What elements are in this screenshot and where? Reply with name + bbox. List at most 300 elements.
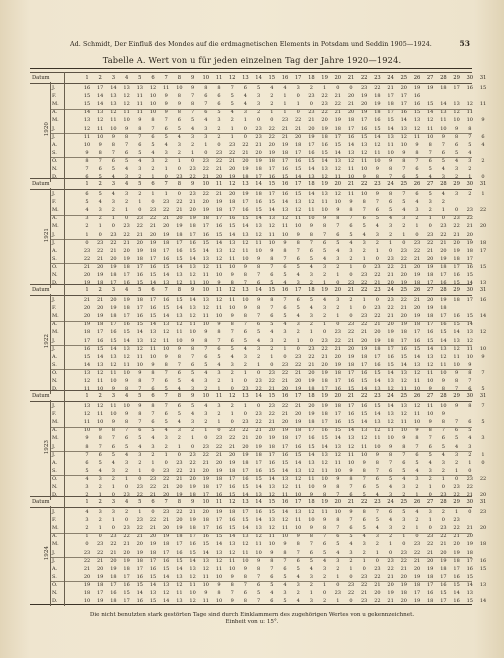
table-cell: 13: [83, 117, 91, 124]
table-cell: 4: [309, 305, 313, 312]
table-cell: 12: [229, 247, 236, 254]
table-cell: 9: [164, 101, 168, 108]
table-cell: 15: [242, 215, 249, 222]
table-cell: 8: [85, 157, 89, 164]
table-cell: 21: [123, 541, 130, 548]
table-cell: 17: [361, 361, 368, 368]
table-row: [30, 345, 487, 354]
table-cell: 6: [217, 345, 221, 352]
month-label: M.: [52, 313, 59, 320]
table-cell: 10: [427, 133, 434, 140]
table-cell: 2: [151, 451, 155, 458]
table-cell: 5: [428, 451, 432, 458]
table-cell: 15: [83, 93, 91, 100]
table-cell: 20: [400, 85, 407, 91]
table-cell: 17: [189, 231, 196, 238]
day-header: 19: [321, 287, 328, 293]
table-cell: 14: [374, 411, 381, 418]
table-cell: 5: [177, 125, 181, 132]
table-cell: 22: [400, 297, 407, 303]
table-cell: 12: [163, 329, 170, 336]
table-cell: 18: [334, 369, 341, 376]
table-cell: 22: [110, 239, 117, 246]
table-cell: 10: [202, 321, 209, 328]
table-cell: 17: [347, 403, 355, 409]
table-cell: 20: [189, 475, 196, 482]
table-cell: 12: [347, 157, 355, 164]
table-cell: 1: [217, 419, 221, 426]
table-cell: 22: [149, 215, 157, 222]
table-cell: 21: [189, 509, 196, 515]
table-cell: 0: [125, 517, 129, 524]
table-cell: 20: [97, 565, 104, 572]
table-cell: 3: [111, 509, 115, 515]
table-cell: 9: [349, 199, 353, 206]
table-cell: 8: [323, 492, 327, 499]
table-cell: 18: [281, 435, 289, 442]
table-cell: 14: [387, 369, 394, 376]
table-cell: 21: [242, 149, 249, 156]
table-cell: 19: [215, 509, 223, 515]
table-cell: 21: [413, 297, 421, 303]
day-header: 11: [215, 393, 223, 399]
table-cell: 22: [255, 419, 262, 426]
table-cell: 8: [270, 297, 274, 303]
table-cell: 20: [347, 345, 355, 352]
table-cell: 10: [83, 141, 91, 148]
table-cell: 7: [164, 369, 168, 376]
table-cell: 17: [295, 435, 302, 442]
table-cell: 13: [308, 459, 315, 466]
day-header: 21: [347, 287, 355, 293]
table-cell: 3: [125, 174, 129, 181]
day-header: 26: [413, 499, 421, 505]
footnote-line-1: Die nicht benutzten stark gestörten Tage sind durch Einklammern des zugehörigen Wertes von u gekennzeichnet.: [89, 612, 415, 618]
table-cell: 5: [191, 369, 195, 376]
table-cell: 3: [309, 313, 313, 320]
table-title: Tabelle A. Wert von u für jeden einzelnen Tag der Jahre 1920—1924.: [102, 55, 402, 65]
day-header: 18: [308, 499, 315, 505]
table-cell: 12: [268, 223, 275, 230]
table-cell: 18: [479, 239, 487, 246]
table-cell: 6: [98, 451, 102, 458]
day-header: 26: [413, 75, 421, 81]
table-cell: 23: [361, 573, 368, 580]
table-cell: 2: [151, 166, 155, 172]
day-header: 17: [294, 75, 302, 81]
table-cell: 22: [427, 541, 434, 548]
table-cell: 19: [123, 255, 130, 262]
table-cell: 0: [204, 149, 208, 156]
table-cell: 18: [110, 272, 117, 278]
table-cell: 9: [296, 231, 300, 238]
day-header: 19: [321, 393, 328, 399]
table-cell: 21: [308, 117, 315, 124]
table-cell: 21: [110, 247, 117, 254]
table-cell: 6: [111, 443, 115, 450]
table-cell: 11: [110, 369, 117, 376]
table-cell: 0: [164, 459, 168, 466]
datum-label: Datum: [32, 393, 50, 399]
table-cell: 10: [440, 403, 447, 409]
table-cell: 13: [255, 492, 262, 499]
table-cell: 6: [389, 509, 393, 515]
table-cell: 4: [111, 191, 115, 197]
table-cell: 10: [97, 386, 104, 393]
table-row: [30, 557, 487, 566]
day-header: 21: [347, 75, 355, 81]
table-cell: 11: [163, 337, 170, 344]
table-cell: 2: [428, 475, 432, 482]
table-cell: 15: [440, 329, 447, 336]
table-cell: 14: [479, 598, 487, 605]
month-label: S.: [52, 467, 57, 474]
day-header: 9: [190, 499, 195, 505]
table-cell: 17: [149, 297, 157, 303]
table-cell: 9: [375, 191, 379, 197]
table-cell: 15: [149, 598, 157, 605]
table-cell: 3: [85, 484, 89, 490]
table-cell: 10: [136, 361, 143, 368]
day-header: 24: [387, 287, 394, 293]
table-cell: 13: [176, 272, 183, 278]
table-cell: 19: [176, 223, 183, 230]
table-cell: 0: [177, 166, 181, 172]
day-header: 31: [479, 393, 487, 399]
table-cell: 17: [427, 280, 434, 287]
table-cell: 9: [309, 492, 313, 499]
table-cell: 18: [374, 345, 381, 352]
table-cell: 10: [413, 386, 421, 393]
table-cell: 1: [164, 166, 168, 172]
datum-label: Datum: [32, 287, 50, 293]
table-cell: 15: [321, 435, 328, 442]
table-cell: 11: [295, 517, 302, 524]
table-cell: 7: [270, 263, 274, 270]
table-cell: 19: [440, 255, 447, 262]
table-cell: 8: [111, 427, 115, 434]
table-cell: 20: [440, 247, 447, 254]
table-cell: 4: [375, 492, 379, 499]
table-cell: 1: [270, 109, 274, 116]
table-row: [30, 509, 487, 517]
day-header: 2: [98, 393, 102, 399]
table-cell: 10: [163, 345, 170, 352]
table-cell: 8: [415, 149, 419, 156]
table-cell: 2: [468, 451, 472, 458]
month-label: A.: [52, 247, 58, 254]
table-cell: 14: [97, 353, 104, 360]
table-cell: 8: [230, 581, 234, 588]
table-cell: 18: [123, 305, 130, 312]
table-cell: 16: [281, 166, 289, 172]
table-cell: 5: [283, 598, 287, 605]
table-cell: 17: [202, 525, 209, 532]
table-cell: 7: [362, 207, 366, 214]
table-cell: 6: [98, 166, 102, 172]
table-cell: 18: [123, 565, 130, 572]
table-cell: 19: [189, 517, 196, 524]
table-row: [30, 109, 472, 117]
table-cell: 6: [441, 435, 445, 442]
day-header: 11: [215, 499, 223, 505]
table-cell: 3: [428, 509, 432, 515]
table-cell: 12: [123, 93, 130, 100]
table-cell: 20: [110, 255, 117, 262]
table-cell: 13: [255, 525, 262, 532]
table-cell: 12: [242, 239, 249, 246]
month-label: A.: [52, 141, 58, 148]
table-cell: 20: [413, 565, 421, 572]
table-cell: 13: [163, 581, 170, 588]
table-cell: 11: [202, 598, 209, 605]
table-cell: 5: [336, 239, 340, 246]
table-cell: 2: [455, 459, 459, 466]
table-row: [30, 263, 487, 272]
table-cell: 21: [281, 125, 289, 132]
table-cell: 14: [97, 93, 104, 100]
table-cell: 22: [163, 475, 170, 482]
month-label: D.: [52, 598, 58, 605]
day-header: 29: [453, 181, 460, 187]
table-cell: 22: [321, 109, 328, 116]
table-cell: 19: [242, 166, 249, 172]
table-cell: 1: [349, 565, 353, 572]
table-cell: 0: [455, 475, 459, 482]
table-cell: 12: [189, 573, 196, 580]
table-cell: 21: [295, 403, 302, 409]
table-cell: 16: [229, 517, 236, 524]
table-cell: 23: [189, 191, 196, 197]
table-cell: 1: [323, 85, 327, 91]
table-cell: 9: [296, 533, 300, 540]
table-cell: 17: [215, 215, 223, 222]
table-cell: 5: [230, 101, 234, 108]
table-cell: 20: [347, 109, 355, 116]
table-cell: 9: [257, 557, 261, 564]
table-row: [30, 517, 472, 525]
table-cell: 12: [136, 345, 143, 352]
table-cell: 10: [149, 109, 157, 116]
table-cell: 14: [281, 467, 289, 474]
table-cell: 1: [283, 93, 287, 100]
table-cell: 8: [468, 369, 472, 376]
table-cell: 1: [455, 467, 459, 474]
table-cell: 5: [402, 199, 406, 206]
table-cell: 14: [308, 451, 315, 458]
table-cell: 17: [440, 272, 447, 278]
table-cell: 9: [323, 484, 327, 490]
day-header: 8: [177, 75, 182, 81]
table-cell: 20: [123, 549, 130, 556]
table-cell: 13: [427, 353, 434, 360]
table-cell: 23: [189, 166, 196, 172]
day-header: 14: [255, 393, 262, 399]
table-cell: 1: [270, 353, 274, 360]
table-row: [30, 451, 485, 460]
table-cell: 3: [375, 231, 379, 238]
table-cell: 16: [361, 125, 368, 132]
table-cell: 1: [415, 525, 419, 532]
day-header: 30: [466, 181, 474, 187]
table-cell: 23: [268, 369, 275, 376]
table-cell: 10: [268, 239, 275, 246]
table-cell: 4: [336, 247, 340, 254]
table-cell: 8: [138, 378, 142, 384]
table-cell: 18: [479, 541, 487, 548]
table-cell: 22: [136, 223, 143, 230]
day-header: 4: [124, 499, 129, 505]
table-cell: 17: [387, 109, 394, 116]
table-cell: 17: [374, 353, 381, 360]
table-cell: 8: [151, 117, 155, 124]
table-cell: 4: [323, 297, 327, 303]
table-cell: 14: [242, 525, 249, 532]
table-cell: 2: [375, 239, 379, 246]
table-cell: 18: [202, 215, 209, 222]
day-header: 13: [242, 393, 249, 399]
table-cell: 23: [229, 141, 236, 148]
table-row: [30, 239, 487, 248]
table-cell: 17: [215, 517, 223, 524]
table-cell: 23: [215, 149, 223, 156]
table-cell: 17: [427, 581, 434, 588]
table-cell: 8: [441, 419, 445, 426]
table-cell: 21: [387, 573, 394, 580]
table-cell: 22: [189, 174, 196, 181]
table-cell: 20: [413, 305, 421, 312]
table-cell: 18: [110, 313, 117, 320]
table-cell: 11: [334, 174, 341, 181]
table-cell: 12: [176, 280, 183, 287]
table-cell: 20: [242, 443, 249, 450]
table-cell: 21: [413, 255, 421, 262]
table-cell: 20: [361, 337, 368, 344]
table-cell: 5: [243, 337, 247, 344]
table-cell: 23: [387, 557, 394, 564]
table-cell: 3: [441, 459, 445, 466]
table-cell: 8: [336, 517, 340, 524]
table-cell: 7: [204, 345, 208, 352]
table-cell: 6: [402, 174, 406, 181]
table-cell: 5: [428, 166, 432, 172]
table-cell: 1: [151, 459, 155, 466]
table-cell: 6: [164, 411, 168, 418]
table-cell: 15: [242, 484, 249, 490]
day-header: 26: [413, 181, 421, 187]
table-cell: 9: [111, 133, 115, 140]
month-column-rule: [64, 284, 65, 394]
day-header: 24: [387, 499, 394, 505]
table-row: [30, 133, 485, 142]
table-cell: 18: [136, 255, 143, 262]
table-cell: 12: [427, 361, 434, 368]
table-cell: 0: [362, 565, 366, 572]
table-cell: 2: [455, 174, 459, 181]
table-cell: 13: [334, 157, 341, 164]
table-cell: 7: [111, 149, 115, 156]
table-cell: 13: [136, 337, 143, 344]
table-cell: 23: [334, 590, 341, 596]
table-cell: 6: [349, 525, 353, 532]
table-cell: 8: [98, 435, 102, 442]
table-cell: 21: [229, 157, 236, 164]
table-cell: 3: [257, 101, 261, 108]
table-cell: 3: [191, 386, 195, 393]
table-cell: 16: [413, 101, 421, 108]
day-header: 12: [228, 75, 236, 81]
table-cell: 19: [347, 353, 355, 360]
table-cell: 20: [163, 492, 170, 499]
table-cell: 16: [308, 435, 315, 442]
table-cell: 22: [163, 207, 170, 214]
table-cell: 12: [202, 565, 209, 572]
table-cell: 5: [217, 109, 221, 116]
table-cell: 4: [283, 581, 287, 588]
table-cell: 20: [176, 484, 183, 490]
table-cell: 23: [374, 565, 381, 572]
table-cell: 6: [455, 427, 459, 434]
table-cell: 2: [204, 419, 208, 426]
day-header: 11: [215, 287, 223, 293]
table-cell: 19: [83, 321, 91, 328]
table-cell: 7: [415, 157, 419, 164]
day-header: 28: [440, 393, 447, 399]
table-cell: 23: [440, 223, 447, 230]
day-header: 27: [426, 181, 434, 187]
table-cell: 21: [163, 517, 170, 524]
table-cell: 19: [295, 419, 302, 426]
table-cell: 7: [125, 427, 129, 434]
table-cell: 22: [295, 117, 302, 124]
table-cell: 17: [202, 492, 209, 499]
table-cell: 9: [164, 109, 168, 116]
table-cell: 21: [281, 133, 289, 140]
table-cell: 5: [415, 174, 419, 181]
table-cell: 11: [347, 166, 355, 172]
table-cell: 5: [125, 157, 129, 164]
table-cell: 14: [427, 109, 434, 116]
table-cell: 22: [453, 223, 460, 230]
day-header: 20: [334, 75, 342, 81]
table-cell: 16: [97, 337, 104, 344]
table-cell: 17: [229, 475, 236, 482]
day-header: 8: [177, 287, 182, 293]
table-cell: 12: [334, 166, 341, 172]
month-column-rule: [64, 72, 65, 182]
table-cell: 9: [481, 353, 485, 360]
table-cell: 20: [281, 419, 289, 426]
table-row: [30, 157, 485, 166]
table-cell: 11: [308, 207, 315, 214]
table-cell: 1: [243, 403, 247, 409]
table-cell: 15: [215, 533, 223, 540]
table-cell: 4: [296, 313, 300, 320]
day-header: 22: [360, 181, 368, 187]
table-cell: 4: [283, 280, 287, 287]
table-cell: 17: [400, 337, 407, 344]
table-cell: 21: [176, 207, 183, 214]
table-row: [30, 215, 472, 223]
table-cell: 15: [479, 85, 487, 91]
table-row: [30, 565, 487, 574]
table-cell: 13: [189, 263, 196, 270]
table-cell: 19: [295, 386, 302, 393]
day-header: 3: [111, 181, 116, 187]
table-cell: 18: [97, 321, 104, 328]
table-cell: 13: [229, 541, 236, 548]
table-cell: 5: [375, 484, 379, 490]
